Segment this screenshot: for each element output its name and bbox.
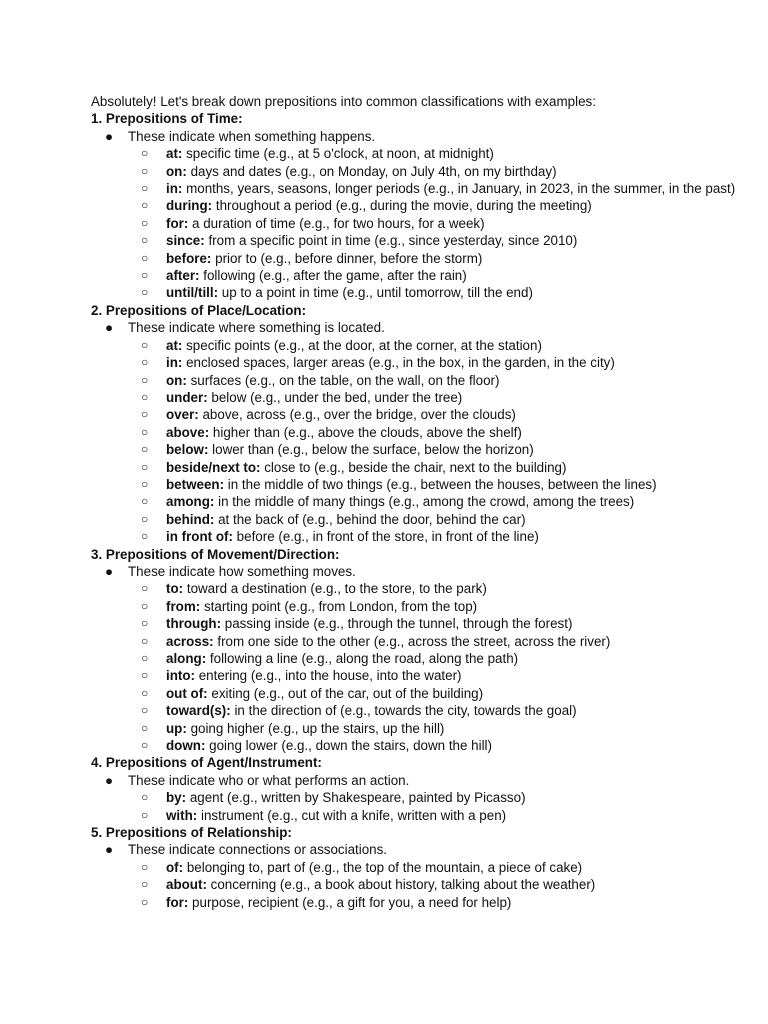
hollow-circle-icon: ○: [141, 198, 149, 213]
list-item: [91, 580, 761, 597]
hollow-circle-icon: ○: [141, 494, 149, 509]
list-item: [91, 197, 761, 214]
item-description: belonging to, part of (e.g., the top of the mountain, a piece of cake): [186, 859, 583, 875]
item-description: toward a destination (e.g., to the store, to the park): [186, 581, 487, 597]
item-term: until/till:: [166, 285, 219, 301]
item-description: entering (e.g., into the house, into the water): [198, 668, 462, 684]
hollow-circle-icon: ○: [141, 163, 149, 178]
item-description: in the direction of (e.g., towards the city, towards the goal): [234, 703, 577, 719]
item-term: to:: [166, 581, 184, 597]
item-description: going lower (e.g., down the stairs, down the hill): [209, 738, 492, 754]
list-item: [91, 528, 761, 545]
item-term: among:: [166, 494, 215, 510]
item-description: close to (e.g., beside the chair, next to the building): [264, 459, 567, 475]
bullet-text: These indicate when something happens.: [128, 128, 376, 144]
list-item: [91, 372, 761, 389]
list-item: [91, 232, 761, 249]
sections-container: [91, 110, 761, 911]
item-description: lower than (e.g., below the surface, below the horizon): [212, 442, 534, 458]
item-description: going higher (e.g., up the stairs, up the hill): [190, 720, 445, 736]
bullet-text: These indicate where something is located.: [128, 320, 385, 336]
list-item: [91, 789, 761, 806]
hollow-circle-icon: ○: [141, 407, 149, 422]
item-description: months, years, seasons, longer periods (e.g., in January, in 2023, in the summer, in the past): [186, 181, 736, 197]
list-item: [91, 493, 761, 510]
hollow-circle-icon: ○: [141, 668, 149, 683]
item-term: at:: [166, 337, 183, 353]
hollow-circle-icon: ○: [141, 720, 149, 735]
item-description: below (e.g., under the bed, under the tree): [211, 389, 463, 405]
item-description: before (e.g., in front of the store, in front of the line): [236, 529, 539, 545]
list-item: [91, 737, 761, 754]
section-heading: 5. Prepositions of Relationship:: [91, 825, 292, 841]
item-description: at the back of (e.g., behind the door, behind the car): [218, 511, 526, 527]
section-bullet: [91, 841, 761, 858]
item-term: across:: [166, 633, 214, 649]
item-description: concerning (e.g., a book about history, talking about the weather): [210, 877, 596, 893]
item-description: in the middle of two things (e.g., between the houses, between the lines): [227, 476, 657, 492]
list-item: [91, 702, 761, 719]
item-description: specific points (e.g., at the door, at the corner, at the station): [186, 337, 542, 353]
hollow-circle-icon: ○: [141, 442, 149, 457]
item-term: with:: [166, 807, 198, 823]
item-description: starting point (e.g., from London, from the top): [203, 598, 478, 614]
item-description: throughout a period (e.g., during the movie, during the meeting): [215, 198, 592, 214]
item-term: from:: [166, 598, 201, 614]
hollow-circle-icon: ○: [141, 633, 149, 648]
item-term: of:: [166, 859, 184, 875]
item-description: above, across (e.g., over the bridge, over the clouds): [202, 407, 516, 423]
list-item: [91, 337, 761, 354]
list-item: [91, 180, 761, 197]
item-term: out of:: [166, 685, 208, 701]
item-description: up to a point in time (e.g., until tomorrow, till the end): [221, 285, 533, 301]
list-item: [91, 667, 761, 684]
hollow-circle-icon: ○: [141, 616, 149, 631]
hollow-circle-icon: ○: [141, 337, 149, 352]
section-bullet: [91, 772, 761, 789]
hollow-circle-icon: ○: [141, 233, 149, 248]
hollow-circle-icon: ○: [141, 598, 149, 613]
list-item: [91, 459, 761, 476]
hollow-circle-icon: ○: [141, 790, 149, 805]
item-description: following a line (e.g., along the road, along the path): [209, 651, 519, 666]
bullet-text: These indicate who or what performs an action.: [128, 772, 410, 788]
hollow-circle-icon: ○: [141, 738, 149, 753]
section-bullet: [91, 128, 761, 145]
hollow-circle-icon: ○: [141, 146, 149, 161]
hollow-circle-icon: ○: [141, 511, 149, 526]
item-term: between:: [166, 476, 225, 492]
bullet-dot-icon: ●: [105, 128, 114, 144]
list-item: [91, 424, 761, 441]
list-item: [91, 633, 761, 650]
bullet-dot-icon: ●: [105, 320, 114, 336]
item-term: during:: [166, 198, 213, 214]
section-bullet: [91, 319, 761, 336]
document-page: [91, 93, 761, 911]
item-term: by:: [166, 790, 187, 806]
list-item: [91, 145, 761, 162]
item-description: surfaces (e.g., on the table, on the wall, on the floor): [190, 372, 500, 388]
hollow-circle-icon: ○: [141, 807, 149, 822]
hollow-circle-icon: ○: [141, 285, 149, 300]
hollow-circle-icon: ○: [141, 685, 149, 700]
item-term: at:: [166, 146, 183, 162]
item-term: about:: [166, 877, 207, 893]
hollow-circle-icon: ○: [141, 181, 149, 196]
hollow-circle-icon: ○: [141, 529, 149, 544]
list-item: [91, 859, 761, 876]
item-description: following (e.g., after the game, after the rain): [203, 268, 467, 284]
list-item: [91, 284, 761, 301]
section-bullet: [91, 563, 761, 580]
item-description: higher than (e.g., above the clouds, above the shelf): [212, 424, 522, 440]
item-description: purpose, recipient (e.g., a gift for you, a need for help): [192, 894, 512, 910]
hollow-circle-icon: ○: [141, 250, 149, 265]
item-term: into:: [166, 668, 195, 684]
item-term: in:: [166, 181, 183, 197]
section-heading: 3. Prepositions of Movement/Direction:: [91, 546, 340, 562]
item-description: from a specific point in time (e.g., since yesterday, since 2010): [208, 233, 578, 249]
bullet-dot-icon: ●: [105, 563, 114, 579]
item-term: below:: [166, 442, 209, 458]
list-item: [91, 389, 761, 406]
section-heading: 2. Prepositions of Place/Location:: [91, 302, 307, 318]
list-item: [91, 598, 761, 615]
list-item: [91, 650, 761, 667]
item-term: up:: [166, 720, 187, 736]
item-description: specific time (e.g., at 5 o'clock, at noon, at midnight): [186, 146, 494, 162]
bullet-dot-icon: ●: [105, 842, 114, 858]
hollow-circle-icon: ○: [141, 355, 149, 370]
hollow-circle-icon: ○: [141, 459, 149, 474]
hollow-circle-icon: ○: [141, 581, 149, 596]
item-term: after:: [166, 268, 200, 284]
intro-text: Absolutely! Let's break down prepositions into common classifications with examples:: [91, 94, 596, 109]
hollow-circle-icon: ○: [141, 215, 149, 230]
bullet-text: These indicate connections or associations.: [128, 842, 388, 858]
item-term: down:: [166, 738, 206, 754]
item-term: beside/next to:: [166, 459, 261, 475]
hollow-circle-icon: ○: [141, 859, 149, 874]
section-heading: 1. Prepositions of Time:: [91, 111, 243, 127]
list-item: [91, 354, 761, 371]
list-item: [91, 511, 761, 528]
hollow-circle-icon: ○: [141, 372, 149, 387]
list-item: [91, 441, 761, 458]
list-item: [91, 807, 761, 824]
item-description: enclosed spaces, larger areas (e.g., in the box, in the garden, in the city): [186, 355, 615, 371]
item-description: from one side to the other (e.g., across the street, across the river): [217, 633, 611, 649]
item-description: a duration of time (e.g., for two hours, for a week): [192, 215, 485, 231]
item-description: prior to (e.g., before dinner, before the storm): [215, 250, 483, 266]
item-term: for:: [166, 215, 189, 231]
item-description: days and dates (e.g., on Monday, on July 4th, on my birthday): [190, 163, 557, 179]
item-term: since:: [166, 233, 205, 249]
hollow-circle-icon: ○: [141, 877, 149, 892]
hollow-circle-icon: ○: [141, 651, 149, 665]
item-term: through:: [166, 616, 222, 632]
item-term: behind:: [166, 511, 215, 527]
list-item: [91, 163, 761, 180]
hollow-circle-icon: ○: [141, 703, 149, 718]
bullet-dot-icon: ●: [105, 772, 114, 788]
item-term: under:: [166, 389, 208, 405]
item-term: along:: [166, 651, 207, 666]
item-term: on:: [166, 372, 187, 388]
item-term: in front of:: [166, 529, 233, 545]
list-item: [91, 215, 761, 232]
bullet-text: These indicate how something moves.: [128, 563, 356, 579]
item-description: in the middle of many things (e.g., among the crowd, among the trees): [218, 494, 635, 510]
list-item: [91, 406, 761, 423]
list-item: [91, 267, 761, 284]
item-term: before:: [166, 250, 212, 266]
item-term: in:: [166, 355, 183, 371]
list-item: [91, 476, 761, 493]
hollow-circle-icon: ○: [141, 424, 149, 439]
item-term: toward(s):: [166, 703, 231, 719]
hollow-circle-icon: ○: [141, 894, 149, 909]
item-description: agent (e.g., written by Shakespeare, painted by Picasso): [189, 790, 526, 806]
hollow-circle-icon: ○: [141, 268, 149, 283]
item-term: above:: [166, 424, 210, 440]
list-item: [91, 250, 761, 267]
item-term: for:: [166, 894, 189, 910]
item-term: on:: [166, 163, 187, 179]
item-description: instrument (e.g., cut with a knife, written with a pen): [200, 807, 507, 823]
list-item: [91, 685, 761, 702]
section-heading: 4. Prepositions of Agent/Instrument:: [91, 755, 322, 771]
list-item: [91, 894, 761, 911]
list-item: [91, 720, 761, 737]
list-item: [91, 615, 761, 632]
hollow-circle-icon: ○: [141, 476, 149, 491]
item-description: passing inside (e.g., through the tunnel, through the forest): [224, 616, 573, 632]
list-item: [91, 876, 761, 893]
item-term: over:: [166, 407, 199, 423]
item-description: exiting (e.g., out of the car, out of the building): [211, 685, 484, 701]
hollow-circle-icon: ○: [141, 389, 149, 404]
